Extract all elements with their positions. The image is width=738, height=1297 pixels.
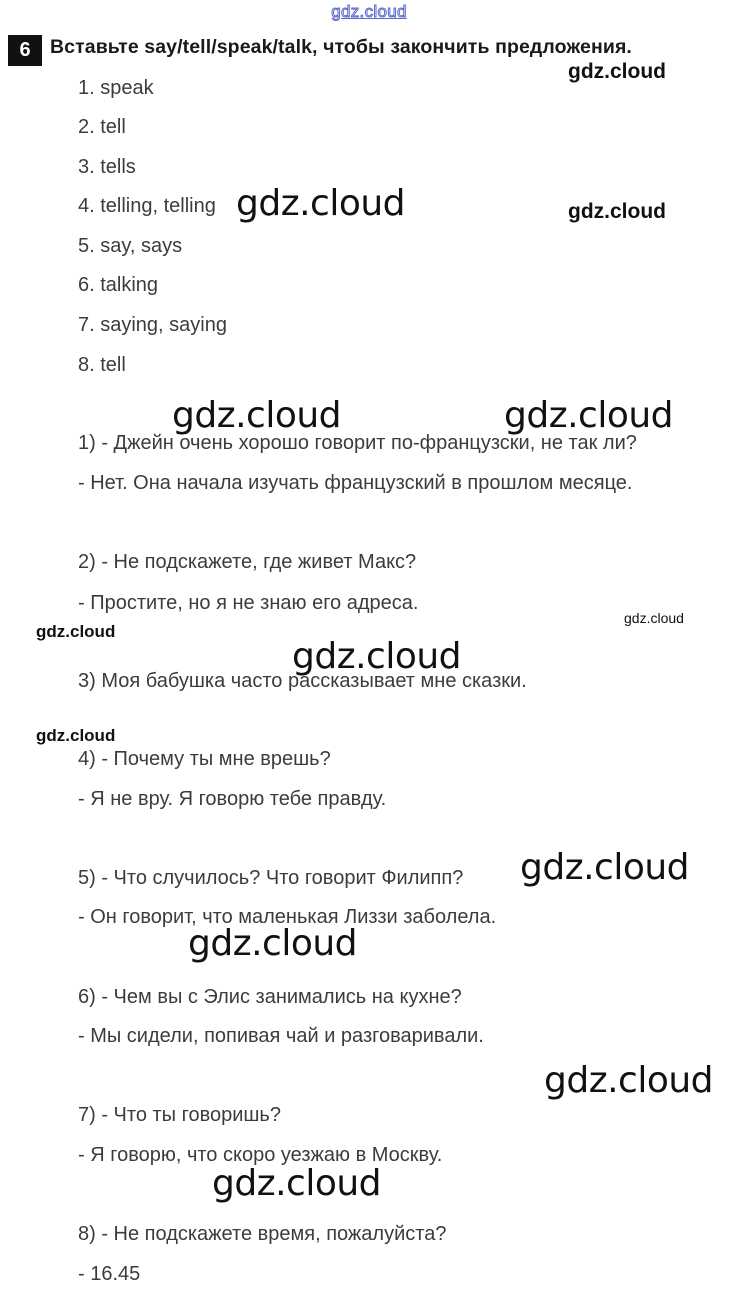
watermark: gdz.cloud <box>568 60 666 83</box>
watermark: gdz.cloud <box>544 1060 714 1101</box>
watermark: gdz.cloud <box>236 183 406 224</box>
translation-question: 6) - Чем вы с Элис занимались на кухне? <box>78 986 462 1008</box>
translation-answer: - Мы сидели, попивая чай и разговаривали. <box>78 1025 484 1047</box>
watermark: gdz.cloud <box>568 200 666 223</box>
answer-item: 4. telling, telling <box>78 195 216 217</box>
translation-question: 5) - Что случилось? Что говорит Филипп? <box>78 867 464 889</box>
watermark: gdz.cloud <box>520 847 690 888</box>
translation-question: 1) - Джейн очень хорошо говорит по-французски, не так ли? <box>78 432 637 454</box>
answer-item: 2. tell <box>78 116 126 138</box>
watermark: gdz.cloud <box>36 622 116 641</box>
watermark: gdz.cloud <box>624 610 684 626</box>
watermark: gdz.cloud <box>36 726 116 745</box>
translation-question: 8) - Не подскажете время, пожалуйста? <box>78 1223 447 1245</box>
watermark: gdz.cloud <box>292 636 462 677</box>
translation-answer: - 16.45 <box>78 1263 141 1285</box>
translation-answer: - Он говорит, что маленькая Лиззи заболела. <box>78 906 497 928</box>
translation-answer: - Я не вру. Я говорю тебе правду. <box>78 788 387 810</box>
watermark: gdz.cloud <box>212 1163 382 1204</box>
exercise-heading: Вставьте say/tell/speak/talk, чтобы закончить предложения. <box>50 36 632 58</box>
translation-question: 2) - Не подскажете, где живет Макс? <box>78 551 417 573</box>
translation-answer: - Я говорю, что скоро уезжаю в Москву. <box>78 1144 443 1166</box>
translation-question: 7) - Что ты говоришь? <box>78 1104 281 1126</box>
translation-question: 3) Моя бабушка часто рассказывает мне сказки. <box>78 670 527 692</box>
answer-item: 5. say, says <box>78 235 183 257</box>
watermark: gdz.cloud <box>504 395 674 436</box>
translation-question: 4) - Почему ты мне врешь? <box>78 748 331 770</box>
answer-item: 3. tells <box>78 156 136 178</box>
answer-item: 8. tell <box>78 354 126 376</box>
answer-item: 6. talking <box>78 274 159 296</box>
translation-answer: - Нет. Она начала изучать французский в прошлом месяце. <box>78 472 633 494</box>
answer-item: 7. saying, saying <box>78 314 227 336</box>
top-watermark: gdz.cloud <box>331 2 407 21</box>
watermark: gdz.cloud <box>172 395 342 436</box>
exercise-number-badge: 6 <box>8 35 42 66</box>
watermark: gdz.cloud <box>188 923 358 964</box>
answer-item: 1. speak <box>78 77 154 99</box>
translation-answer: - Простите, но я не знаю его адреса. <box>78 592 419 614</box>
